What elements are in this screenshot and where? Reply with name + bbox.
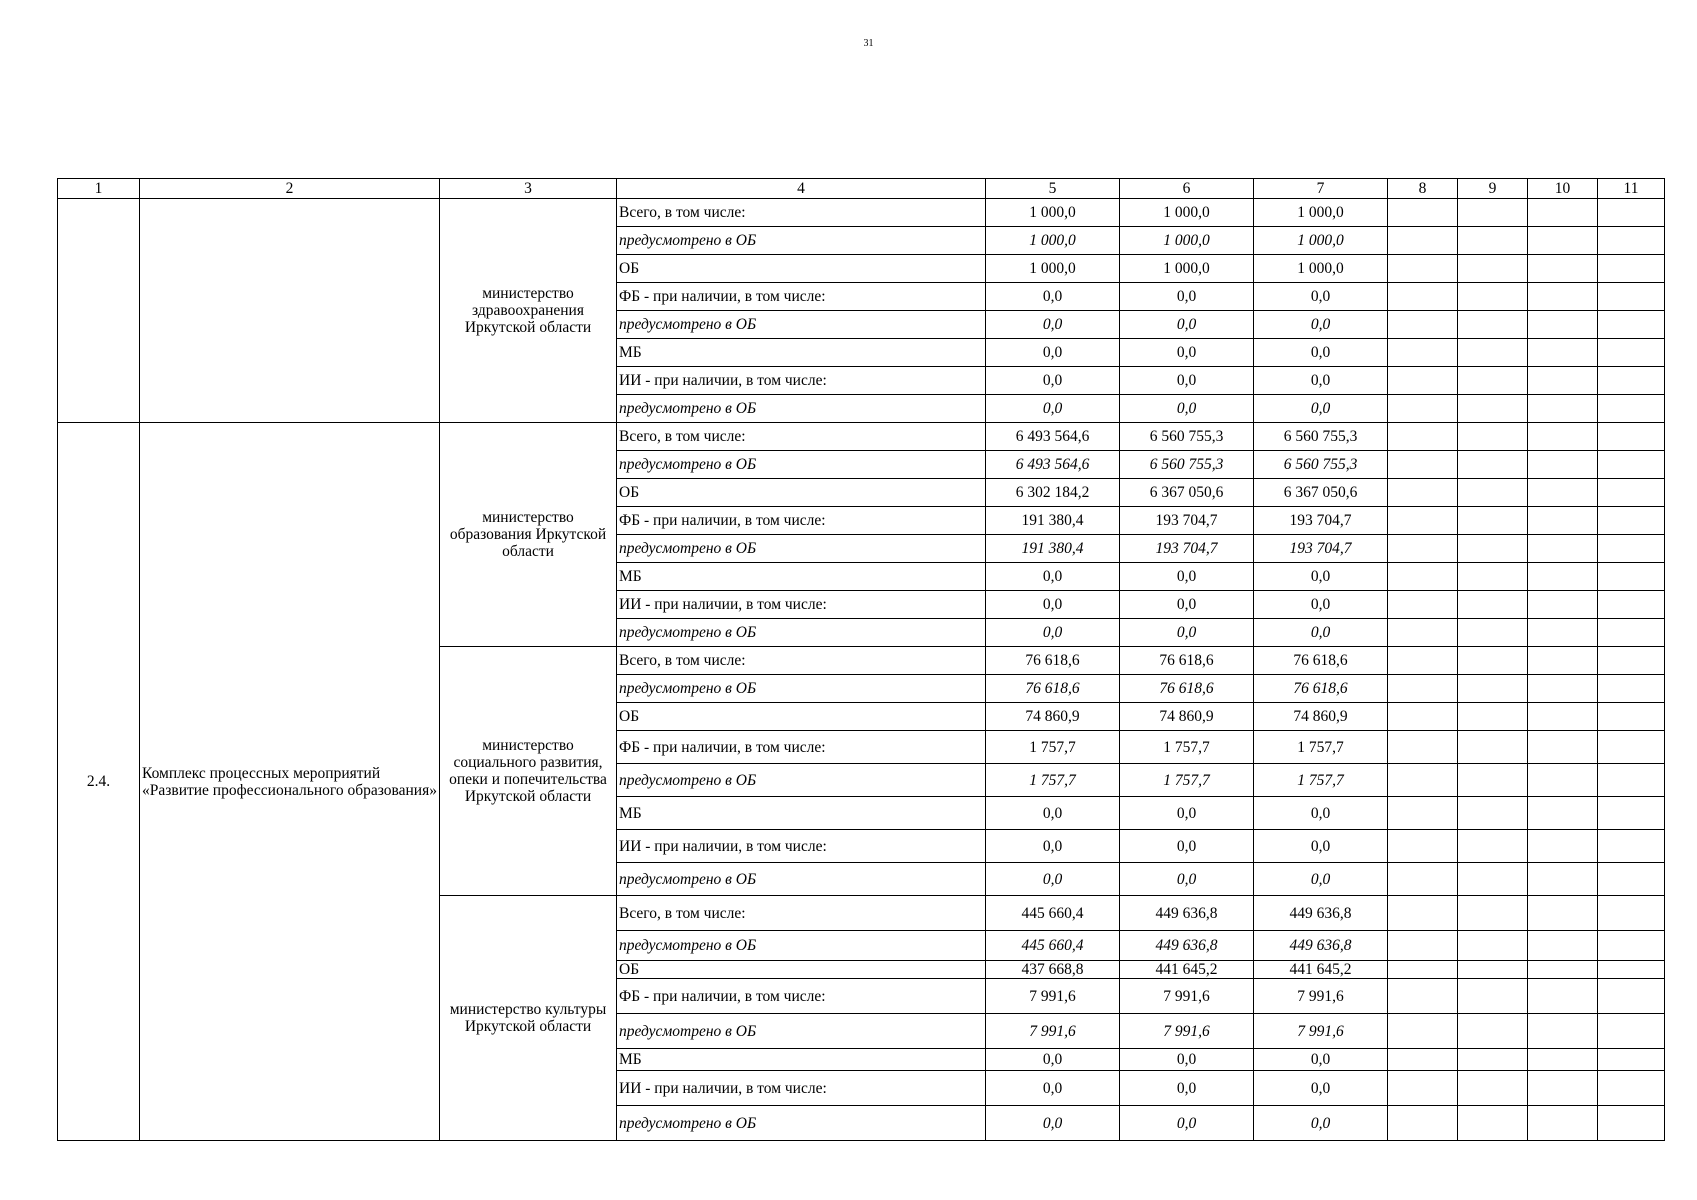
empty-cell bbox=[1598, 199, 1665, 227]
executor-cell: министерство здравоохранения Иркутской области bbox=[440, 199, 617, 423]
empty-cell bbox=[1598, 1071, 1665, 1106]
value-cell: 0,0 bbox=[986, 1071, 1120, 1106]
value-cell: 191 380,4 bbox=[986, 535, 1120, 563]
empty-cell bbox=[1388, 199, 1458, 227]
value-cell: 191 380,4 bbox=[986, 507, 1120, 535]
value-cell: 0,0 bbox=[1254, 797, 1388, 830]
value-cell: 0,0 bbox=[1120, 339, 1254, 367]
value-cell: 6 367 050,6 bbox=[1120, 479, 1254, 507]
empty-cell bbox=[1458, 961, 1528, 979]
value-cell: 0,0 bbox=[1254, 591, 1388, 619]
value-cell: 1 000,0 bbox=[1254, 255, 1388, 283]
empty-cell bbox=[1388, 1049, 1458, 1071]
value-cell: 1 757,7 bbox=[986, 764, 1120, 797]
empty-cell bbox=[1388, 367, 1458, 395]
empty-cell bbox=[1598, 479, 1665, 507]
empty-cell bbox=[1528, 797, 1598, 830]
value-cell: 1 000,0 bbox=[986, 227, 1120, 255]
empty-cell bbox=[1388, 339, 1458, 367]
table-row bbox=[58, 199, 1665, 227]
value-cell: 0,0 bbox=[986, 367, 1120, 395]
value-cell: 0,0 bbox=[1120, 1049, 1254, 1071]
executor-cell: министерство социального развития, опеки и попечительства Иркутской области bbox=[440, 647, 617, 896]
empty-cell bbox=[1388, 797, 1458, 830]
empty-cell bbox=[1598, 563, 1665, 591]
empty-cell bbox=[1598, 255, 1665, 283]
empty-cell bbox=[1598, 675, 1665, 703]
value-cell: 76 618,6 bbox=[1120, 675, 1254, 703]
empty-cell bbox=[1388, 395, 1458, 423]
value-cell: 0,0 bbox=[986, 830, 1120, 863]
empty-cell bbox=[1388, 896, 1458, 931]
empty-cell bbox=[1598, 339, 1665, 367]
value-cell: 1 757,7 bbox=[1120, 731, 1254, 764]
empty-cell bbox=[1458, 591, 1528, 619]
row-label: ФБ - при наличии, в том числе: bbox=[617, 979, 986, 1014]
empty-cell bbox=[1458, 731, 1528, 764]
empty-cell bbox=[1598, 395, 1665, 423]
value-cell: 193 704,7 bbox=[1254, 535, 1388, 563]
executor-cell: министерство культуры Иркутской области bbox=[440, 896, 617, 1141]
value-cell: 193 704,7 bbox=[1120, 507, 1254, 535]
value-cell: 0,0 bbox=[986, 283, 1120, 311]
empty-cell bbox=[1528, 535, 1598, 563]
value-cell: 1 000,0 bbox=[1120, 227, 1254, 255]
value-cell: 449 636,8 bbox=[1254, 931, 1388, 961]
row-label: МБ bbox=[617, 563, 986, 591]
row-label: предусмотрено в ОБ bbox=[617, 619, 986, 647]
value-cell: 76 618,6 bbox=[1254, 647, 1388, 675]
value-cell: 7 991,6 bbox=[1120, 1014, 1254, 1049]
empty-cell bbox=[1458, 647, 1528, 675]
value-cell: 74 860,9 bbox=[986, 703, 1120, 731]
empty-cell bbox=[1528, 395, 1598, 423]
value-cell: 7 991,6 bbox=[1254, 979, 1388, 1014]
empty-cell bbox=[1598, 1049, 1665, 1071]
empty-cell bbox=[1458, 863, 1528, 896]
value-cell: 0,0 bbox=[1254, 830, 1388, 863]
empty-cell bbox=[1528, 675, 1598, 703]
empty-cell bbox=[1388, 979, 1458, 1014]
empty-cell bbox=[1598, 931, 1665, 961]
empty-cell bbox=[1458, 1014, 1528, 1049]
empty-cell bbox=[1458, 395, 1528, 423]
empty-cell bbox=[1528, 830, 1598, 863]
empty-cell bbox=[1598, 731, 1665, 764]
empty-cell bbox=[1598, 830, 1665, 863]
empty-cell bbox=[1598, 647, 1665, 675]
row-label: ИИ - при наличии, в том числе: bbox=[617, 591, 986, 619]
value-cell: 0,0 bbox=[1120, 283, 1254, 311]
value-cell: 74 860,9 bbox=[1120, 703, 1254, 731]
empty-cell bbox=[1388, 961, 1458, 979]
value-cell: 0,0 bbox=[1254, 863, 1388, 896]
empty-cell bbox=[1458, 339, 1528, 367]
row-label: предусмотрено в ОБ bbox=[617, 931, 986, 961]
table-row bbox=[58, 423, 1665, 451]
value-cell: 0,0 bbox=[1254, 1106, 1388, 1141]
value-cell: 0,0 bbox=[1254, 1071, 1388, 1106]
empty-cell bbox=[1458, 479, 1528, 507]
empty-cell bbox=[1388, 591, 1458, 619]
column-header: 7 bbox=[1254, 179, 1388, 199]
value-cell: 0,0 bbox=[1254, 367, 1388, 395]
empty-cell bbox=[1598, 863, 1665, 896]
column-header: 3 bbox=[440, 179, 617, 199]
empty-cell bbox=[1458, 199, 1528, 227]
value-cell: 0,0 bbox=[1120, 311, 1254, 339]
value-cell: 1 000,0 bbox=[1254, 227, 1388, 255]
empty-cell bbox=[1388, 703, 1458, 731]
value-cell: 437 668,8 bbox=[986, 961, 1120, 979]
column-header: 11 bbox=[1598, 179, 1665, 199]
empty-cell bbox=[1528, 1106, 1598, 1141]
row-label: предусмотрено в ОБ bbox=[617, 863, 986, 896]
empty-cell bbox=[1388, 507, 1458, 535]
value-cell: 6 560 755,3 bbox=[1254, 451, 1388, 479]
empty-cell bbox=[1598, 507, 1665, 535]
value-cell: 0,0 bbox=[1120, 830, 1254, 863]
empty-cell bbox=[1598, 423, 1665, 451]
page-number: 31 bbox=[863, 38, 874, 49]
empty-cell bbox=[1598, 703, 1665, 731]
empty-cell bbox=[1388, 863, 1458, 896]
empty-cell bbox=[1528, 731, 1598, 764]
empty-cell bbox=[1388, 1106, 1458, 1141]
empty-cell bbox=[1528, 1049, 1598, 1071]
item-code-cell: 2.4. bbox=[58, 423, 140, 1141]
empty-cell bbox=[1598, 797, 1665, 830]
value-cell: 0,0 bbox=[1254, 283, 1388, 311]
empty-cell bbox=[1598, 896, 1665, 931]
value-cell: 441 645,2 bbox=[1120, 961, 1254, 979]
empty-cell bbox=[1458, 255, 1528, 283]
header-row bbox=[58, 179, 1665, 199]
empty-cell bbox=[1598, 961, 1665, 979]
value-cell: 0,0 bbox=[986, 619, 1120, 647]
empty-cell bbox=[1458, 619, 1528, 647]
empty-cell bbox=[1528, 647, 1598, 675]
empty-cell bbox=[1528, 1014, 1598, 1049]
empty-cell bbox=[1388, 255, 1458, 283]
row-label: МБ bbox=[617, 1049, 986, 1071]
row-label: Всего, в том числе: bbox=[617, 199, 986, 227]
value-cell: 74 860,9 bbox=[1254, 703, 1388, 731]
value-cell: 0,0 bbox=[1254, 311, 1388, 339]
value-cell: 1 000,0 bbox=[986, 199, 1120, 227]
empty-cell bbox=[1388, 1071, 1458, 1106]
row-label: предусмотрено в ОБ bbox=[617, 764, 986, 797]
value-cell: 0,0 bbox=[1120, 619, 1254, 647]
value-cell: 1 757,7 bbox=[1120, 764, 1254, 797]
value-cell: 0,0 bbox=[986, 311, 1120, 339]
row-label: ОБ bbox=[617, 255, 986, 283]
row-label: ОБ bbox=[617, 961, 986, 979]
item-name-cell bbox=[140, 199, 440, 423]
empty-cell bbox=[1528, 764, 1598, 797]
financing-table bbox=[57, 178, 1665, 1141]
empty-cell bbox=[1528, 367, 1598, 395]
value-cell: 6 302 184,2 bbox=[986, 479, 1120, 507]
empty-cell bbox=[1458, 563, 1528, 591]
row-label: Всего, в том числе: bbox=[617, 896, 986, 931]
empty-cell bbox=[1458, 675, 1528, 703]
empty-cell bbox=[1528, 979, 1598, 1014]
column-header: 2 bbox=[140, 179, 440, 199]
empty-cell bbox=[1598, 311, 1665, 339]
column-header: 1 bbox=[58, 179, 140, 199]
value-cell: 0,0 bbox=[1120, 797, 1254, 830]
row-label: предусмотрено в ОБ bbox=[617, 535, 986, 563]
value-cell: 0,0 bbox=[1120, 1106, 1254, 1141]
empty-cell bbox=[1388, 535, 1458, 563]
empty-cell bbox=[1528, 423, 1598, 451]
value-cell: 1 000,0 bbox=[1120, 255, 1254, 283]
value-cell: 0,0 bbox=[1120, 563, 1254, 591]
column-header: 8 bbox=[1388, 179, 1458, 199]
empty-cell bbox=[1388, 423, 1458, 451]
value-cell: 449 636,8 bbox=[1120, 896, 1254, 931]
value-cell: 0,0 bbox=[1254, 339, 1388, 367]
empty-cell bbox=[1388, 479, 1458, 507]
empty-cell bbox=[1598, 1106, 1665, 1141]
row-label: предусмотрено в ОБ bbox=[617, 1014, 986, 1049]
empty-cell bbox=[1388, 619, 1458, 647]
value-cell: 0,0 bbox=[1120, 1071, 1254, 1106]
empty-cell bbox=[1458, 1106, 1528, 1141]
value-cell: 0,0 bbox=[1120, 863, 1254, 896]
row-label: ФБ - при наличии, в том числе: bbox=[617, 283, 986, 311]
empty-cell bbox=[1458, 311, 1528, 339]
value-cell: 6 560 755,3 bbox=[1120, 451, 1254, 479]
empty-cell bbox=[1528, 619, 1598, 647]
empty-cell bbox=[1528, 311, 1598, 339]
row-label: предусмотрено в ОБ bbox=[617, 395, 986, 423]
value-cell: 0,0 bbox=[1120, 591, 1254, 619]
value-cell: 0,0 bbox=[1120, 395, 1254, 423]
column-header: 10 bbox=[1528, 179, 1598, 199]
row-label: предусмотрено в ОБ bbox=[617, 311, 986, 339]
empty-cell bbox=[1598, 367, 1665, 395]
empty-cell bbox=[1528, 961, 1598, 979]
value-cell: 445 660,4 bbox=[986, 896, 1120, 931]
value-cell: 7 991,6 bbox=[986, 1014, 1120, 1049]
value-cell: 76 618,6 bbox=[986, 675, 1120, 703]
empty-cell bbox=[1458, 764, 1528, 797]
row-label: предусмотрено в ОБ bbox=[617, 451, 986, 479]
value-cell: 1 757,7 bbox=[1254, 731, 1388, 764]
value-cell: 0,0 bbox=[986, 563, 1120, 591]
value-cell: 445 660,4 bbox=[986, 931, 1120, 961]
empty-cell bbox=[1458, 535, 1528, 563]
value-cell: 6 560 755,3 bbox=[1120, 423, 1254, 451]
value-cell: 0,0 bbox=[1254, 1049, 1388, 1071]
empty-cell bbox=[1388, 731, 1458, 764]
row-label: МБ bbox=[617, 797, 986, 830]
empty-cell bbox=[1528, 931, 1598, 961]
empty-cell bbox=[1598, 1014, 1665, 1049]
value-cell: 0,0 bbox=[986, 339, 1120, 367]
empty-cell bbox=[1598, 283, 1665, 311]
empty-cell bbox=[1388, 451, 1458, 479]
value-cell: 6 560 755,3 bbox=[1254, 423, 1388, 451]
value-cell: 76 618,6 bbox=[986, 647, 1120, 675]
empty-cell bbox=[1458, 797, 1528, 830]
empty-cell bbox=[1458, 283, 1528, 311]
empty-cell bbox=[1388, 647, 1458, 675]
empty-cell bbox=[1598, 619, 1665, 647]
value-cell: 76 618,6 bbox=[1120, 647, 1254, 675]
empty-cell bbox=[1598, 979, 1665, 1014]
row-label: Всего, в том числе: bbox=[617, 423, 986, 451]
value-cell: 441 645,2 bbox=[1254, 961, 1388, 979]
value-cell: 0,0 bbox=[1254, 395, 1388, 423]
value-cell: 7 991,6 bbox=[1120, 979, 1254, 1014]
empty-cell bbox=[1528, 1071, 1598, 1106]
empty-cell bbox=[1388, 830, 1458, 863]
empty-cell bbox=[1458, 979, 1528, 1014]
empty-cell bbox=[1458, 227, 1528, 255]
value-cell: 7 991,6 bbox=[986, 979, 1120, 1014]
value-cell: 0,0 bbox=[986, 395, 1120, 423]
value-cell: 76 618,6 bbox=[1254, 675, 1388, 703]
row-label: ИИ - при наличии, в том числе: bbox=[617, 1071, 986, 1106]
value-cell: 1 757,7 bbox=[986, 731, 1120, 764]
empty-cell bbox=[1458, 830, 1528, 863]
executor-cell: министерство образования Иркутской области bbox=[440, 423, 617, 647]
empty-cell bbox=[1598, 764, 1665, 797]
value-cell: 1 000,0 bbox=[1120, 199, 1254, 227]
value-cell: 7 991,6 bbox=[1254, 1014, 1388, 1049]
empty-cell bbox=[1458, 1049, 1528, 1071]
empty-cell bbox=[1598, 535, 1665, 563]
value-cell: 6 367 050,6 bbox=[1254, 479, 1388, 507]
empty-cell bbox=[1598, 451, 1665, 479]
empty-cell bbox=[1528, 479, 1598, 507]
empty-cell bbox=[1528, 563, 1598, 591]
value-cell: 0,0 bbox=[986, 797, 1120, 830]
empty-cell bbox=[1458, 896, 1528, 931]
empty-cell bbox=[1528, 896, 1598, 931]
item-code-cell bbox=[58, 199, 140, 423]
empty-cell bbox=[1388, 675, 1458, 703]
empty-cell bbox=[1458, 931, 1528, 961]
row-label: Всего, в том числе: bbox=[617, 647, 986, 675]
empty-cell bbox=[1458, 451, 1528, 479]
empty-cell bbox=[1388, 1014, 1458, 1049]
empty-cell bbox=[1458, 367, 1528, 395]
empty-cell bbox=[1458, 507, 1528, 535]
empty-cell bbox=[1528, 703, 1598, 731]
value-cell: 0,0 bbox=[1254, 563, 1388, 591]
value-cell: 1 757,7 bbox=[1254, 764, 1388, 797]
value-cell: 0,0 bbox=[1254, 619, 1388, 647]
row-label: ФБ - при наличии, в том числе: bbox=[617, 731, 986, 764]
empty-cell bbox=[1528, 255, 1598, 283]
empty-cell bbox=[1528, 339, 1598, 367]
empty-cell bbox=[1528, 591, 1598, 619]
row-label: ОБ bbox=[617, 703, 986, 731]
empty-cell bbox=[1528, 283, 1598, 311]
row-label: МБ bbox=[617, 339, 986, 367]
column-header: 9 bbox=[1458, 179, 1528, 199]
value-cell: 1 000,0 bbox=[1254, 199, 1388, 227]
column-header: 4 bbox=[617, 179, 986, 199]
value-cell: 449 636,8 bbox=[1120, 931, 1254, 961]
item-name-cell: Комплекс процессных мероприятий «Развитие профессионального образования» bbox=[140, 423, 440, 1141]
value-cell: 1 000,0 bbox=[986, 255, 1120, 283]
value-cell: 0,0 bbox=[986, 591, 1120, 619]
empty-cell bbox=[1388, 931, 1458, 961]
empty-cell bbox=[1388, 764, 1458, 797]
value-cell: 0,0 bbox=[986, 1106, 1120, 1141]
empty-cell bbox=[1388, 227, 1458, 255]
row-label: предусмотрено в ОБ bbox=[617, 1106, 986, 1141]
row-label: предусмотрено в ОБ bbox=[617, 227, 986, 255]
column-header: 5 bbox=[986, 179, 1120, 199]
row-label: предусмотрено в ОБ bbox=[617, 675, 986, 703]
value-cell: 193 704,7 bbox=[1120, 535, 1254, 563]
empty-cell bbox=[1458, 423, 1528, 451]
value-cell: 0,0 bbox=[1120, 367, 1254, 395]
value-cell: 6 493 564,6 bbox=[986, 451, 1120, 479]
empty-cell bbox=[1598, 591, 1665, 619]
row-label: ФБ - при наличии, в том числе: bbox=[617, 507, 986, 535]
value-cell: 6 493 564,6 bbox=[986, 423, 1120, 451]
row-label: ИИ - при наличии, в том числе: bbox=[617, 830, 986, 863]
empty-cell bbox=[1458, 1071, 1528, 1106]
empty-cell bbox=[1458, 703, 1528, 731]
empty-cell bbox=[1528, 507, 1598, 535]
empty-cell bbox=[1528, 863, 1598, 896]
value-cell: 193 704,7 bbox=[1254, 507, 1388, 535]
empty-cell bbox=[1528, 451, 1598, 479]
value-cell: 0,0 bbox=[986, 1049, 1120, 1071]
empty-cell bbox=[1528, 199, 1598, 227]
column-header: 6 bbox=[1120, 179, 1254, 199]
empty-cell bbox=[1528, 227, 1598, 255]
empty-cell bbox=[1388, 563, 1458, 591]
value-cell: 0,0 bbox=[986, 863, 1120, 896]
row-label: ИИ - при наличии, в том числе: bbox=[617, 367, 986, 395]
empty-cell bbox=[1598, 227, 1665, 255]
empty-cell bbox=[1388, 283, 1458, 311]
row-label: ОБ bbox=[617, 479, 986, 507]
value-cell: 449 636,8 bbox=[1254, 896, 1388, 931]
empty-cell bbox=[1388, 311, 1458, 339]
